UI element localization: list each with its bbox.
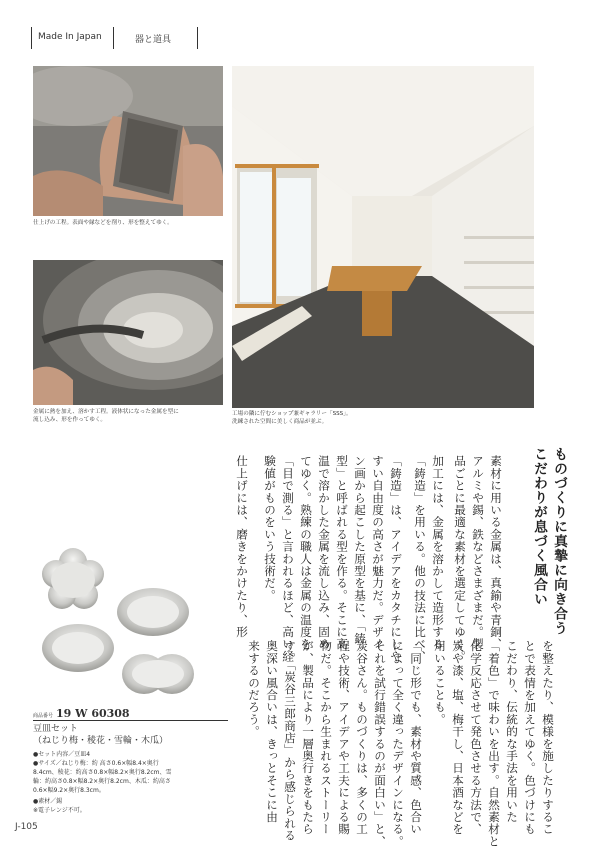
caption-finishing: 仕上げの工程。表面や縁などを削り、形を整えてゆく。	[33, 220, 173, 226]
product-size-line2: 8.4cm、稜花：約高さ0.8×幅8.2×奥行8.2cm、雪	[33, 769, 172, 776]
body-col-8: ン画から起こした原型を基に、「鋳	[353, 455, 367, 645]
page-number: J-105	[15, 822, 38, 832]
header-rule-left	[31, 27, 32, 49]
product-size-line3: 輪：約高さ0.8×幅8.2×奥行8.2cm、木瓜：約高さ	[33, 778, 171, 785]
body-col-28: が、製品により一層奥行きをもたら	[301, 640, 315, 836]
photo-finishing-process	[33, 66, 223, 216]
plate-yukiwa	[42, 624, 114, 672]
body-col-14: 仕上げには、磨きをかけたり、形	[235, 455, 249, 638]
product-name: 豆皿セット	[33, 724, 79, 734]
body-col-11: てゆく。熟練の職人は金属の温度を	[299, 455, 313, 651]
body-col-6: 「鋳造」は、アイデアをカタチにしや	[389, 455, 403, 663]
body-col-18: 「着色」で味わいを出す。自然素材と	[487, 640, 501, 848]
product-material: ●素材／錫	[33, 798, 63, 805]
product-note: ※電子レンジ不可。	[33, 807, 86, 814]
caption-shop	[232, 411, 532, 426]
body-col-29: す。「炭谷三郎商店」から感じられる	[283, 640, 297, 842]
caption-shop-line1: 工場の隣に佇むショップ兼ギャラリー「SSS」。	[232, 411, 352, 417]
body-col-31: 来するのだろう。	[247, 640, 261, 738]
body-col-22: 「同じ形でも、素材や質感、色合い	[409, 640, 423, 836]
body-col-20: 炭や漆、塩、梅干し、日本酒などを	[451, 640, 465, 836]
product-image-plates	[33, 540, 208, 698]
header-rule-right	[197, 27, 198, 49]
header-rule-mid	[113, 27, 114, 49]
body-col-1: 素材に用いる金属は、真鍮や青銅、	[489, 455, 503, 651]
product-rule	[33, 720, 228, 721]
product-set-contents: ●セット内容／豆皿4	[33, 751, 91, 758]
product-size-line1: ●サイズ／ねじり梅：約 高さ0.6×幅8.4×奥行	[33, 760, 159, 767]
photo-shop-gallery	[232, 66, 534, 408]
body-col-4: 加工には、金属を溶かして造形する	[431, 455, 445, 651]
body-col-9: 型」と呼ばれる型を作る。そこに高	[335, 455, 349, 651]
body-col-27: 物だ。そこから生まれるストーリー	[319, 640, 333, 836]
header-tab-category: 器と道具	[135, 35, 172, 45]
body-col-25: 炭谷さん。ものづくりは、多くの工	[355, 640, 369, 836]
article-title-line2: こだわりが息づく風合い	[531, 447, 547, 607]
body-col-24: それを試行錯誤するのが面白い」と、	[373, 640, 387, 848]
body-col-23: によって全く違ったデザインになる。	[391, 640, 405, 848]
photo-casting-process	[33, 260, 223, 405]
plate-ryoka	[117, 588, 189, 636]
article-title-line1: ものづくりに真摯に向き合う	[551, 447, 567, 636]
body-col-3: 品ごとに最適な素材を選定してゆく。	[453, 455, 467, 663]
body-col-30: 奥深い風合いは、きっとそこに由	[265, 640, 279, 823]
caption-casting	[33, 409, 233, 424]
caption-shop-line2: 洗練された空間に美しく商品が並ぶ。	[232, 418, 328, 425]
caption-casting-line1: 金属に熱を加え、溶かす工程。液体状になった金属を型に	[33, 409, 179, 415]
plate-mokko	[122, 654, 194, 694]
body-col-16: とで表情を加えてゆく。色づけにも	[523, 640, 537, 836]
body-col-13: 験値がものをいう技術だ。	[263, 455, 277, 602]
body-col-19: 化学反応させて発色させる方法で、	[469, 640, 483, 836]
product-number-label: 商品番号	[33, 713, 54, 719]
body-col-17: こだわり、伝統的な手法を用いた	[505, 640, 519, 823]
body-col-15: を整えたり、模様を施したりするこ	[541, 640, 555, 836]
header-tab-made-in-japan: Made In Japan	[38, 32, 102, 42]
body-col-21: 用いることも。	[433, 640, 447, 726]
product-size-line4: 0.6×幅9.2×奥行8.3cm。	[33, 787, 105, 794]
product-subtitle: （ねじり梅・稜花・雪輪・木瓜）	[33, 736, 169, 746]
body-col-2: アルミや錫、鉄などさまざまだ。製	[471, 455, 485, 651]
body-col-12: 「目で測る」と言われるほど、高い経	[281, 455, 295, 663]
body-col-10: 温で溶かした金属を流し込み、固め	[317, 455, 331, 651]
product-code: 19 W 60308	[56, 707, 130, 720]
body-col-5: 「鋳造」を用いる。他の技法に比べ、	[413, 455, 427, 663]
caption-casting-line2: 流し込み、形を作ってゆく。	[33, 416, 106, 423]
body-col-7: すい自由度の高さが魅力だ。デザイ	[371, 455, 385, 651]
body-col-26: 程や技術、アイデアや工夫による賜	[337, 640, 351, 836]
